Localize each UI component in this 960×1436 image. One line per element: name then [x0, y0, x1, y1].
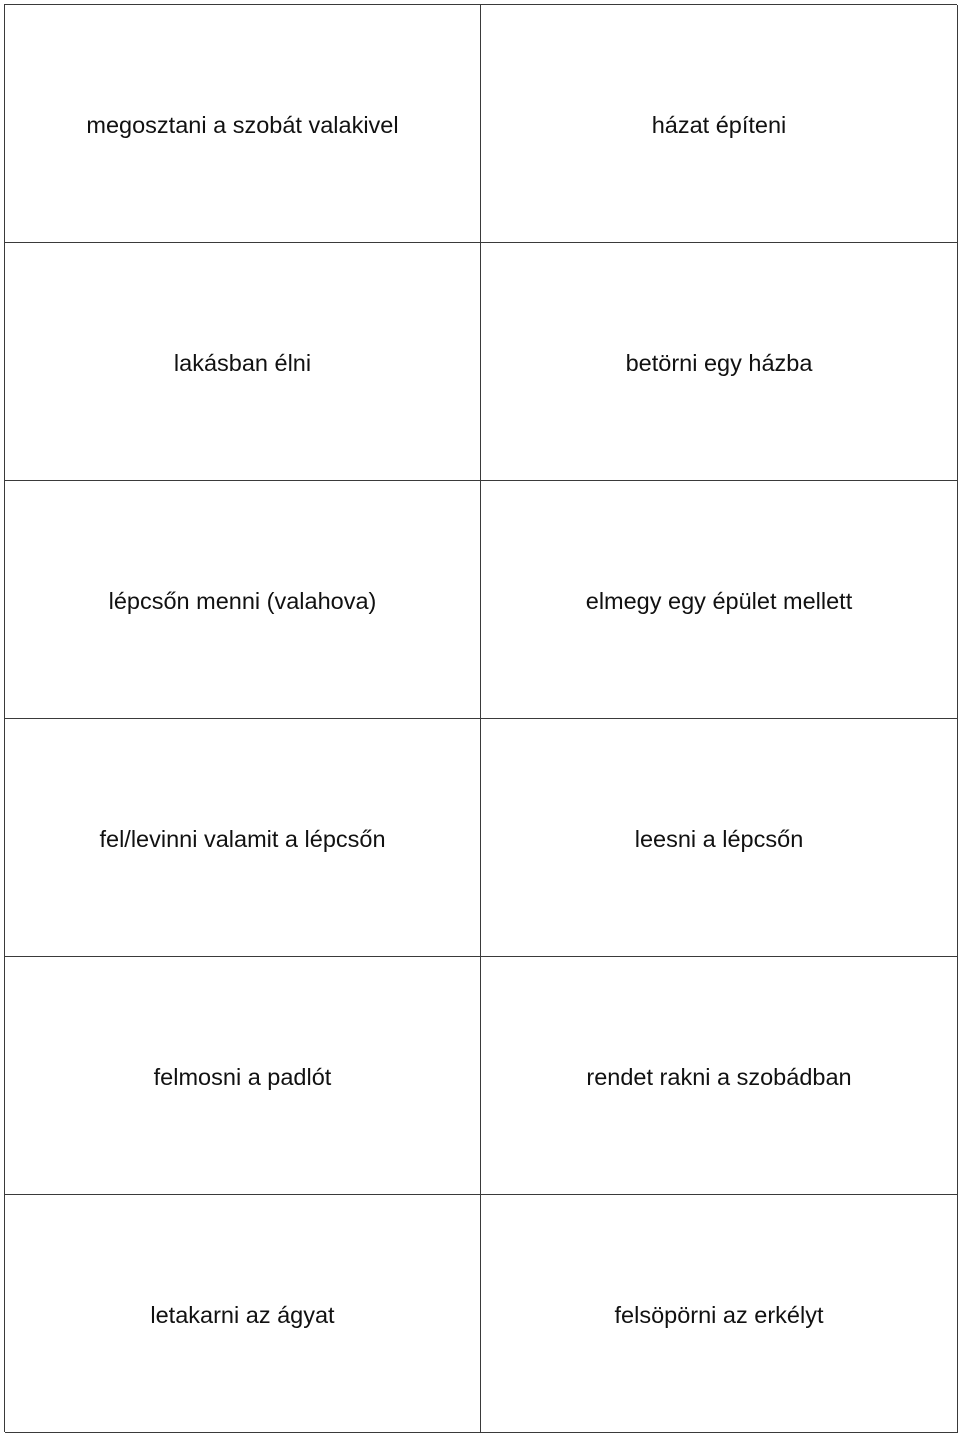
card-text: felmosni a padlót: [153, 1064, 332, 1090]
card: [481, 1195, 958, 1433]
card: [5, 957, 481, 1195]
card-text: leesni a lépcsőn: [634, 826, 804, 852]
card-text: lakásban élni: [173, 350, 312, 376]
card: [5, 1195, 481, 1433]
flashcard-sheet: [4, 4, 957, 1432]
card: [481, 5, 958, 243]
card-text: letakarni az ágyat: [150, 1302, 335, 1328]
card-text: fel/levinni valamit a lépcsőn: [99, 826, 386, 852]
card-text: lépcsőn menni (valahova): [108, 588, 377, 614]
card: [5, 719, 481, 957]
card-text: felsöpörni az erkélyt: [614, 1302, 824, 1328]
card: [5, 5, 481, 243]
card-text: elmegy egy épület mellett: [585, 588, 853, 614]
card-text: betörni egy házba: [625, 350, 813, 376]
card-text: házat építeni: [651, 112, 787, 138]
card: [481, 719, 958, 957]
card: [481, 243, 958, 481]
card: [481, 481, 958, 719]
card-text: megosztani a szobát valakivel: [86, 112, 399, 138]
card: [5, 481, 481, 719]
card-text: rendet rakni a szobádban: [586, 1064, 852, 1090]
card: [481, 957, 958, 1195]
card: [5, 243, 481, 481]
